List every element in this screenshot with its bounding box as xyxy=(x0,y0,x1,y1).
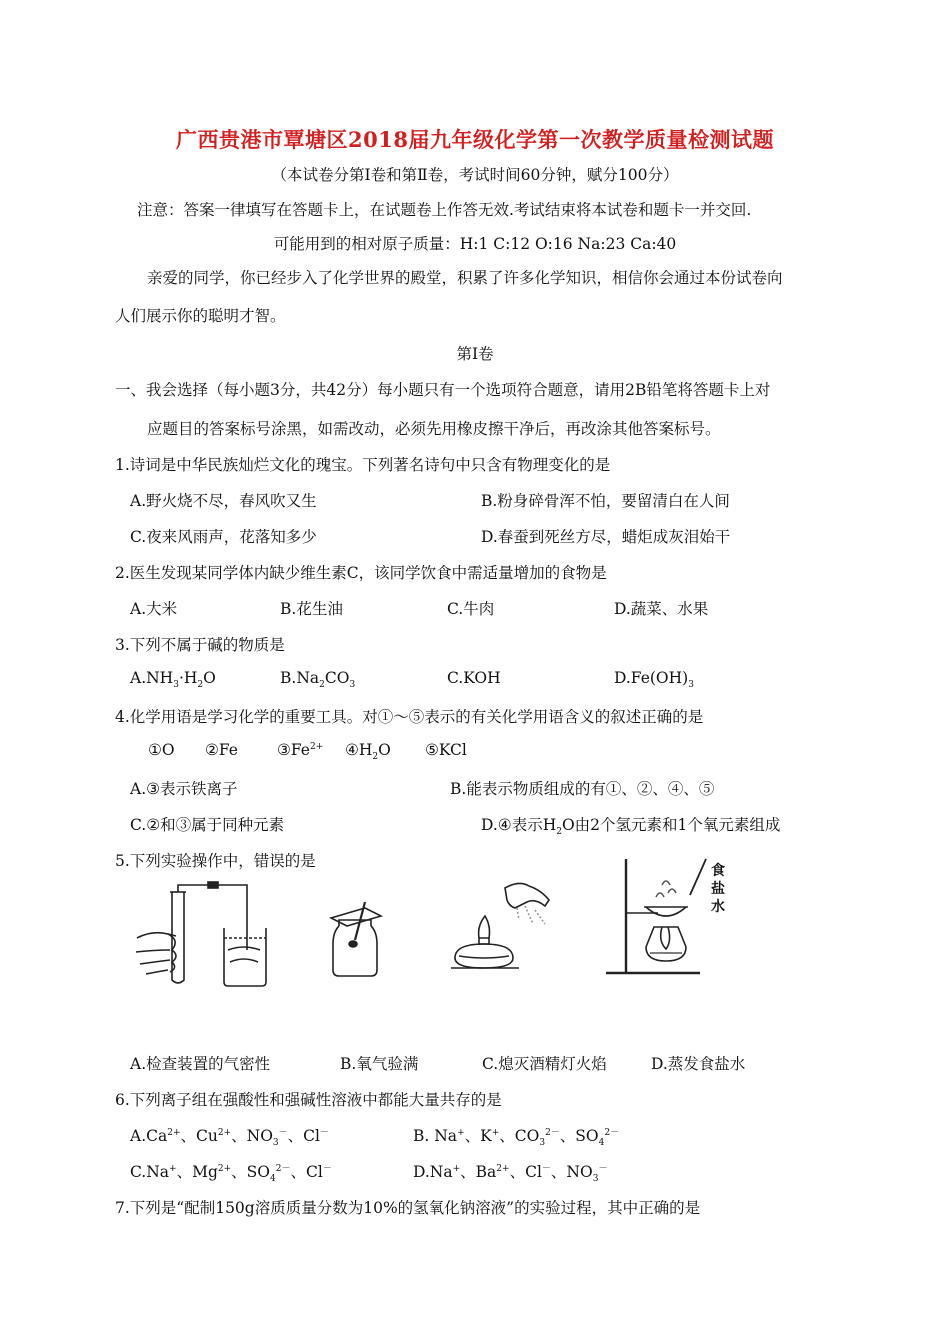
q6c-sup: 2+ xyxy=(217,1163,232,1174)
q6a-sup: 2+ xyxy=(217,1127,232,1138)
q6c-sub: 4 xyxy=(270,1174,276,1185)
q4s4-sub: 2 xyxy=(372,752,379,763)
q4s3-sup: 2+ xyxy=(309,741,324,752)
q6c-part: 、Mg xyxy=(176,1163,218,1181)
q6a-sup: － xyxy=(278,1127,288,1138)
q6b-part: 、CO xyxy=(499,1127,540,1145)
q6b-part: 、K xyxy=(464,1127,492,1145)
q4-symbol-1: ①O xyxy=(148,741,175,759)
q4s3-part: ③Fe xyxy=(277,741,310,759)
figure-label-char: 食 xyxy=(711,863,725,879)
q3b-sub: 2 xyxy=(319,680,325,691)
question-2-option-b: B.花生油 xyxy=(280,600,343,618)
q4s4-part: ④H xyxy=(345,741,373,759)
question-6-option-b xyxy=(413,1124,620,1149)
section-instruction-1: 一、我会选择（每小题3分，共42分）每小题只有一个选项符合题意，请用2B铅笔将答题卡上对 xyxy=(115,381,771,399)
q6c-part: C.Na xyxy=(130,1163,170,1181)
q6b-sup: 2－ xyxy=(604,1127,620,1138)
volume-heading: 第Ⅰ卷 xyxy=(456,345,494,363)
question-1-stem: 1.诗词是中华民族灿烂文化的瑰宝。下列著名诗句中只含有物理变化的是 xyxy=(115,456,611,474)
q3b-sub: 3 xyxy=(349,680,356,691)
q4s4-part: O xyxy=(378,741,391,759)
question-6-option-a xyxy=(130,1124,330,1149)
q4-symbol-2: ②Fe xyxy=(205,741,238,759)
q6a-part: 、Cu xyxy=(180,1127,218,1145)
q4d-part: D.④表示H xyxy=(481,816,557,834)
question-3-stem: 3.下列不属于碱的物质是 xyxy=(115,636,285,654)
question-4-option-a: A.③表示铁离子 xyxy=(130,780,238,798)
question-6-stem: 6.下列离子组在强酸性和强碱性溶液中都能大量共存的是 xyxy=(115,1091,502,1109)
q3d-sub: 3 xyxy=(688,680,694,691)
q3d-part: D.Fe(OH) xyxy=(614,669,689,687)
question-5-option-b: B.氧气验满 xyxy=(340,1055,419,1073)
question-1-option-d: D.春蚕到死丝方尽，蜡炬成灰泪始干 xyxy=(481,528,731,546)
question-2-option-c: C.牛肉 xyxy=(447,600,495,618)
q6a-sub: 3 xyxy=(272,1138,279,1149)
question-4-option-c: C.②和③属于同种元素 xyxy=(130,816,285,834)
q6d-sup: － xyxy=(598,1163,608,1174)
q6b-sub: 4 xyxy=(598,1138,605,1149)
q3a-sub: 2 xyxy=(197,680,204,691)
q4-symbol-5: ⑤KCl xyxy=(425,741,467,759)
question-5-option-c: C.熄灭酒精灯火焰 xyxy=(482,1055,607,1073)
q6a-part: 、NO xyxy=(231,1127,273,1145)
q6c-part: 、SO xyxy=(231,1163,270,1181)
question-5-stem: 5.下列实验操作中，错误的是 xyxy=(115,852,316,870)
question-5-option-a: A.检查装置的气密性 xyxy=(130,1055,271,1073)
q6c-sup: － xyxy=(322,1163,332,1174)
question-2-option-d: D.蔬菜、水果 xyxy=(614,600,709,618)
q3b-part: CO xyxy=(324,669,350,687)
q4-symbol-3 xyxy=(277,741,323,759)
question-1-option-b: B.粉身碎骨浑不怕，要留清白在人间 xyxy=(481,492,730,510)
q6b-part: 、SO xyxy=(559,1127,599,1145)
question-4-option-d xyxy=(481,813,781,838)
question-3-option-a xyxy=(130,669,216,691)
q6c-part: 、Cl xyxy=(290,1163,323,1181)
q6a-sup: － xyxy=(320,1127,330,1138)
intro-line-1: 亲爱的同学，你已经步入了化学世界的殿堂，积累了许多化学知识，相信你会通过本份试卷向 xyxy=(147,269,783,287)
q6a-part: A.Ca xyxy=(130,1127,168,1145)
figure-label-salt-water xyxy=(711,862,725,916)
q4d-part: O由2个氢元素和1个氧元素组成 xyxy=(561,816,781,834)
q4d-sub: 2 xyxy=(556,827,562,838)
q6b-sup: 2－ xyxy=(545,1127,560,1138)
question-3-option-d xyxy=(614,669,694,691)
question-4-option-b: B.能表示物质组成的有①、②、④、⑤ xyxy=(450,780,715,798)
atomic-mass-line: 可能用到的相对原子质量：H:1 C:12 O:16 Na:23 Ca:40 xyxy=(273,235,677,253)
question-1-option-a: A.野火烧不尽，春风吹又生 xyxy=(130,492,317,510)
question-2-stem: 2.医生发现某同学体内缺少维生素C，该同学饮食中需适量增加的食物是 xyxy=(115,564,607,582)
question-2-option-a: A.大米 xyxy=(130,600,178,618)
q6b-sup: + xyxy=(457,1127,465,1138)
q6b-part: B. Na xyxy=(413,1127,458,1145)
q6b-sub: 3 xyxy=(539,1138,546,1149)
q3a-part: A.NH xyxy=(130,669,174,687)
question-3-option-c: C.KOH xyxy=(447,669,501,687)
figure-oxygen-full-test xyxy=(325,900,385,980)
question-4-stem: 4.化学用语是学习化学的重要工具。对①～⑤表示的有关化学用语含义的叙述正确的是 xyxy=(115,708,704,726)
question-5-option-d: D.蒸发食盐水 xyxy=(651,1055,746,1073)
q6d-sup: － xyxy=(541,1163,551,1174)
figure-label-char: 盐 xyxy=(711,881,725,897)
q6c-sup: + xyxy=(169,1163,177,1174)
q6d-part: 、NO xyxy=(550,1163,593,1181)
question-6-option-c xyxy=(130,1160,332,1185)
q6c-sup: 2－ xyxy=(275,1163,291,1174)
q6d-part: 、Cl xyxy=(509,1163,542,1181)
q3a-part: O xyxy=(203,669,216,687)
q3a-part: ·H xyxy=(178,669,198,687)
q6d-part: 、Ba xyxy=(460,1163,497,1181)
exam-subtitle: （本试卷分第Ⅰ卷和第Ⅱ卷，考试时间60分钟，赋分100分） xyxy=(271,166,679,184)
q6b-sup: + xyxy=(491,1127,500,1138)
q3a-sub: 3 xyxy=(173,680,179,691)
q6d-part: D.Na xyxy=(413,1163,453,1181)
q6d-sub: 3 xyxy=(592,1174,599,1185)
question-1-option-c: C.夜来风雨声，花落知多少 xyxy=(130,528,317,546)
exam-notice: 注意：答案一律填写在答题卡上，在试题卷上作答无效.考试结束将本试卷和题卡一并交回. xyxy=(137,201,752,219)
q6d-sup: 2+ xyxy=(496,1163,510,1174)
question-6-option-d xyxy=(413,1160,608,1185)
figure-label-char: 水 xyxy=(711,899,725,915)
q6a-part: 、Cl xyxy=(287,1127,320,1145)
q6d-sup: + xyxy=(452,1163,461,1174)
figure-extinguish-lamp xyxy=(445,880,560,975)
figure-airtightness-check xyxy=(132,880,277,990)
question-7-stem: 7.下列是“配制150g溶质质量分数为10%的氢氧化钠溶液”的实验过程，其中正确的是 xyxy=(115,1199,701,1217)
q3b-part: B.Na xyxy=(280,669,320,687)
exam-title: 广西贵港市覃塘区2018届九年级化学第一次教学质量检测试题 xyxy=(176,127,774,152)
question-3-option-b xyxy=(280,669,356,691)
q4-symbol-4 xyxy=(345,741,391,763)
intro-line-2: 人们展示你的聪明才智。 xyxy=(115,307,286,325)
section-instruction-2: 应题目的答案标号涂黑，如需改动，必须先用橡皮擦干净后，再改涂其他答案标号。 xyxy=(147,420,721,438)
q6a-sup: 2+ xyxy=(167,1127,181,1138)
